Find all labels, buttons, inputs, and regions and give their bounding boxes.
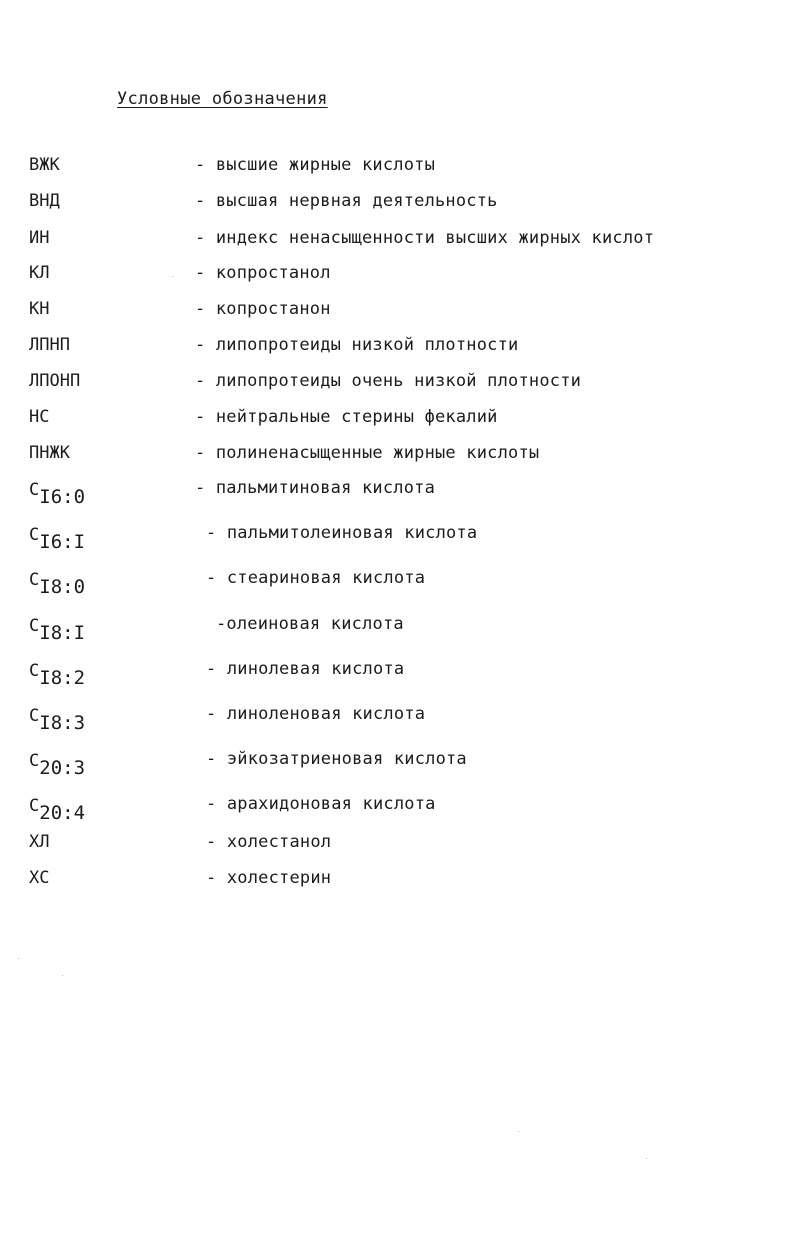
list-item [0,614,793,648]
definition: - холестерин [206,868,332,888]
symbol-base: C [29,796,40,816]
abbreviation: ПНЖК [29,443,70,463]
definition: - высшая нервная деятельность [195,191,498,211]
symbol-subscript: I8:I [39,622,86,644]
definition: - копростанол [195,263,331,283]
list-item [0,749,793,783]
symbol-subscript: I8:0 [39,576,86,598]
symbol-base: C [29,706,40,726]
list-item [0,371,793,405]
definition: - липопротеиды низкой плотности [195,335,519,355]
scan-speck [18,958,19,959]
scan-speck [518,1131,519,1132]
list-item [0,659,793,693]
fatty-acid-symbol [29,704,86,734]
definition: - полиненасыщенные жирные кислоты [195,443,540,463]
abbreviation: ХЛ [29,832,50,852]
definition: - линоленовая кислота [206,704,426,724]
list-item [0,568,793,602]
list-item [0,228,793,262]
abbreviation: ХС [29,868,50,888]
abbreviation: КЛ [29,263,50,283]
definition: - липопротеиды очень низкой плотности [195,371,582,391]
symbol-base: C [29,751,40,771]
symbol-subscript: I6:I [39,531,86,553]
abbreviation: ИН [29,228,50,248]
abbreviation: КН [29,299,50,319]
scan-speck [62,975,63,976]
fatty-acid-symbol [29,568,86,598]
definition: - индекс ненасыщенности высших жирных кислот [195,228,655,248]
abbreviation: НС [29,407,50,427]
list-item [0,263,793,297]
list-item [0,478,793,512]
fatty-acid-symbol [29,614,86,644]
page-title: Условные обозначения [117,89,328,109]
list-item [0,155,793,189]
fatty-acid-symbol [29,749,86,779]
symbol-subscript: 20:3 [39,757,86,779]
definition: - линолевая кислота [206,659,405,679]
abbreviation: ВНД [29,191,60,211]
definition: - пальмитиновая кислота [195,478,436,498]
symbol-base: C [29,525,40,545]
list-item [0,523,793,557]
symbol-base: C [29,661,40,681]
definition: - холестанол [206,832,332,852]
definition: -олеиновая кислота [216,614,404,634]
symbol-base: C [29,480,40,500]
list-item [0,443,793,477]
definition: - эйкозатриеновая кислота [206,749,467,769]
list-item [0,794,793,828]
fatty-acid-symbol [29,523,86,553]
scan-speck [172,276,173,277]
symbol-base: C [29,616,40,636]
definition: - стеариновая кислота [206,568,426,588]
scan-speck [646,1158,647,1159]
symbol-subscript: I8:3 [39,712,86,734]
abbreviation: ЛПОНП [29,371,81,391]
definition: - высшие жирные кислоты [195,155,436,175]
symbol-subscript: 20:4 [39,802,86,824]
abbreviation: ЛПНП [29,335,70,355]
fatty-acid-symbol [29,794,86,824]
list-item [0,868,793,902]
list-item [0,299,793,333]
list-item [0,704,793,738]
fatty-acid-symbol [29,659,86,689]
definition: - пальмитолеиновая кислота [206,523,478,543]
list-item [0,832,793,866]
symbol-subscript: I8:2 [39,667,86,689]
list-item [0,191,793,225]
definition: - копростанон [195,299,331,319]
definition: - нейтральные стерины фекалий [195,407,498,427]
abbreviation: ВЖК [29,155,60,175]
definition: - арахидоновая кислота [206,794,436,814]
fatty-acid-symbol [29,478,86,508]
symbol-base: C [29,570,40,590]
list-item [0,407,793,441]
symbol-subscript: I6:0 [39,486,86,508]
list-item [0,335,793,369]
